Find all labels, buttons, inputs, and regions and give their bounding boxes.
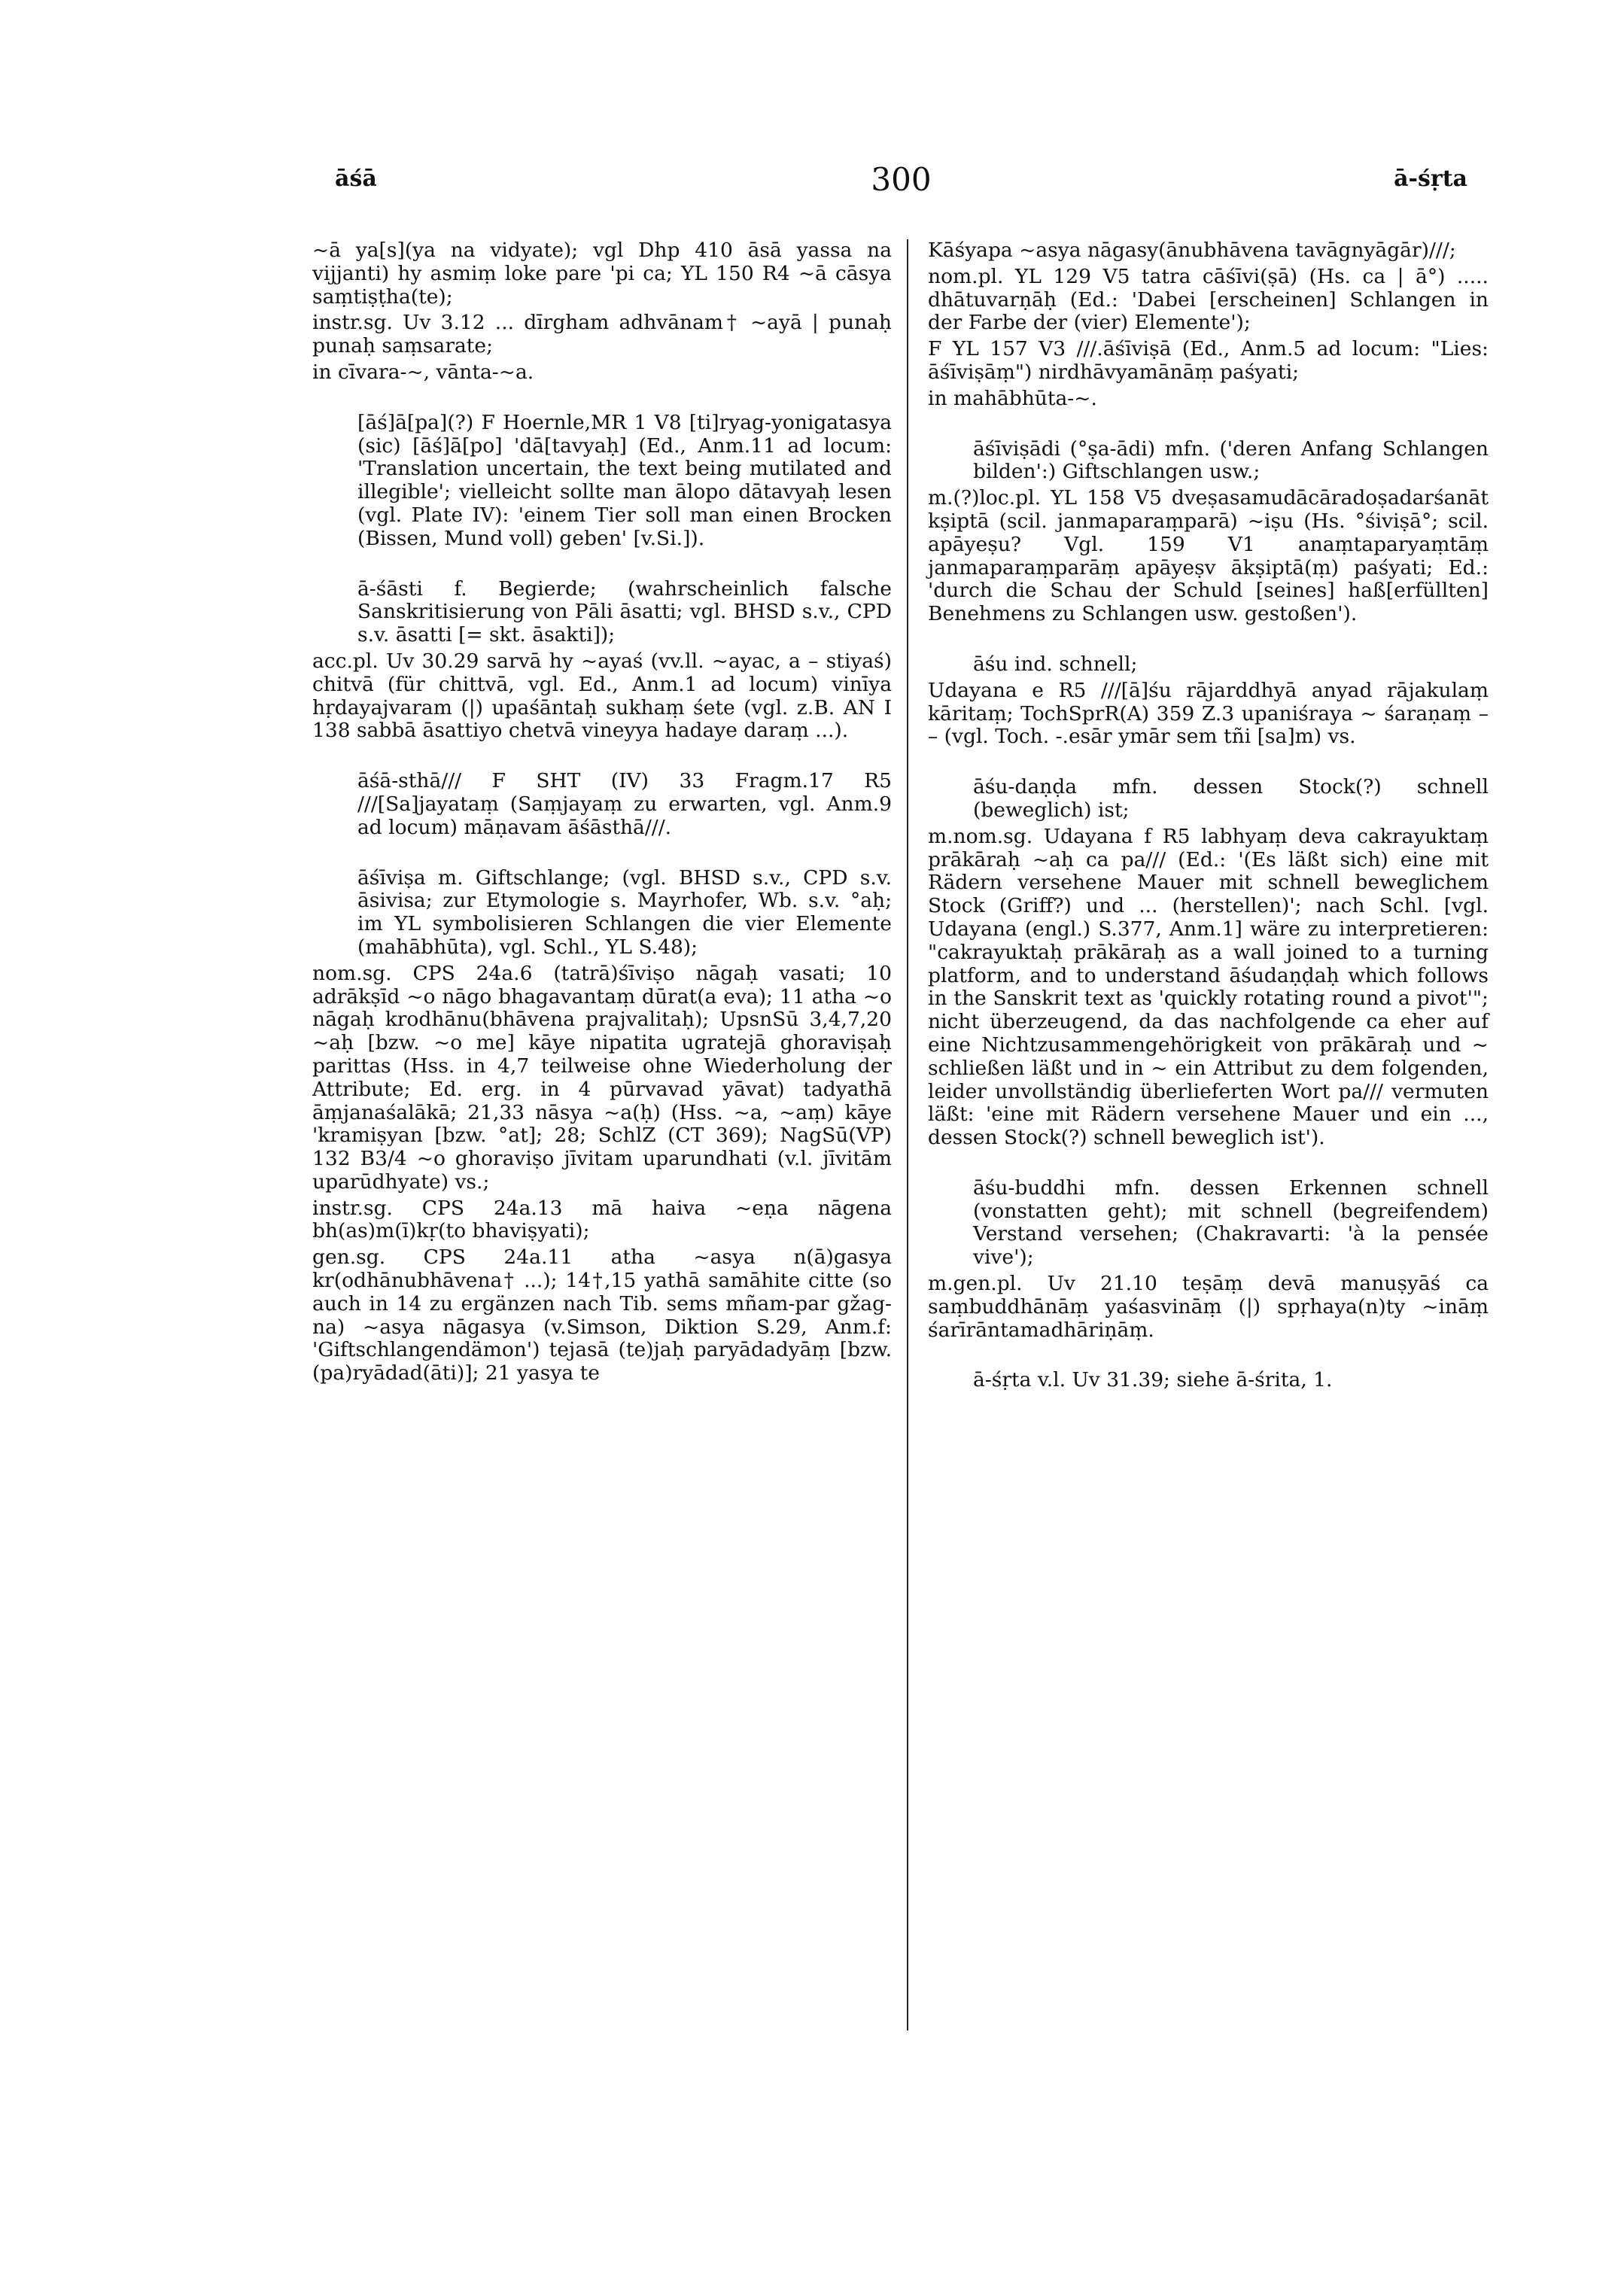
entry-text: ā-śāsti f. Begierde; (wahrscheinlich falsche Sanskritisierung von Pāli āsatti; vgl. BHSD s.v., CPD s.v. āsatti [= skt. āsakti]); xyxy=(357,576,892,647)
entry-text: ~ā ya[s](ya na vidyate); vgl Dhp 410 āsā yassa na vijjanti) hy asmiṃ loke pare 'pi ca; YL 150 R4 ~ā cāsya saṃtiṣṭha(te); xyxy=(312,239,892,309)
entry-text: acc.pl. Uv 30.29 sarvā hy ~ayaś (vv.ll. ~ayac, a – stiyaś) chitvā (für chittvā, vgl. Ed., Anm.1 ad locum) vinīya hṛdayajvaram (|) upaśāntaḥ sukhaṃ śete (vgl. z.B. AN I 138 sabbā āsattiyo chetvā vineyya hadaye daraṃ ...). xyxy=(312,649,892,743)
entry xyxy=(928,239,1489,411)
page-number: 300 xyxy=(871,161,932,198)
right-column xyxy=(928,239,1489,1419)
entry-text: [āś]ā[pa](?) F Hoernle,MR 1 V8 [ti]ryag-yonigatasya (sic) [āś]ā[po] 'dā[tavyaḥ] (Ed., Anm.11 ad locum: 'Translation uncertain, the text being mutilated and illegible'; vielleicht sollte man ālopo dātavyaḥ lesen (vgl. Plate IV): 'einem Tier soll man einen Brocken (Bissen, Mund voll) geben' [v.Si.]). xyxy=(357,410,892,550)
entry-text: gen.sg. CPS 24a.11 atha ~asya n(ā)gasya kr(odhānubhāvena† ...); 14†,15 yathā samāhite citte (so auch in 14 zu ergänzen nach Tib. sems mñam-par gžag-na) ~asya nāgasya (v.Simson, Diktion S.29, Anm.f: 'Giftschlangendämon') tejasā (te)jaḥ paryādadyāṃ [bzw. (pa)ryādad(āti)]; 21 yasya te xyxy=(312,1245,892,1385)
entry-text: Kāśyapa ~asya nāgasy(ānubhāvena tavāgnyāgār)///; xyxy=(928,239,1456,262)
entry xyxy=(928,1369,1489,1392)
entry-text: āśīviṣādi (°ṣa-ādi) mfn. ('deren Anfang Schlangen bilden':) Giftschlangen usw.; xyxy=(973,436,1489,484)
entry-text: Udayana e R5 ///[ā]śu rājarddhyā anyad rājakulaṃ kāritaṃ; TochSprR(A) 359 Z.3 upaniśraya ~ śaraṇaṃ – – (vgl. Toch. -.esār ymār sem tñi [sa]m) vs. xyxy=(928,678,1489,749)
entry-text: F YL 157 V3 ///.āśīviṣā (Ed., Anm.5 ad locum: "Lies: āśīviṣāṃ") nirdhāvyamānāṃ paśyati; xyxy=(928,337,1489,384)
entry-text: āśu-buddhi mfn. dessen Erkennen schnell (vonstatten geht); mit schnell (begreifendem) Verstand versehen; (Chakravarti: 'à la pensée vive'); xyxy=(973,1175,1489,1270)
entry-text: āśā-sthā/// F SHT (IV) 33 Fragm.17 R5 ///[Sa]jayataṃ (Saṃjayaṃ zu erwarten, vgl. Anm.9 ad locum) māṇavam āśāsthā///. xyxy=(357,769,892,839)
entry-text: āśīviṣa m. Giftschlange; (vgl. BHSD s.v., CPD s.v. āsivisa; zur Etymologie s. Mayrhofer, Wb. s.v. °aḥ; im YL symbolisieren Schlangen die vier Elemente (mahābhūta), vgl. Schl., YL S.48); xyxy=(357,865,892,959)
header-right-keyword: ā-śṛta xyxy=(1394,166,1467,192)
entry-text: āśu-daṇḍa mfn. dessen Stock(?) schnell (beweglich) ist; xyxy=(973,775,1489,822)
entry-text: instr.sg. CPS 24a.13 mā haiva ~eṇa nāgena bh(as)m(ī)kṛ(to bhaviṣyati); xyxy=(312,1196,892,1243)
entry-text: āśu ind. schnell; xyxy=(973,652,1138,676)
entry xyxy=(312,239,892,385)
entry-text: instr.sg. Uv 3.12 ... dīrgham adhvānam† ~ayā | punaḥ punaḥ saṃsarate; xyxy=(312,311,892,358)
entry-text: nom.sg. CPS 24a.6 (tatrā)śīviṣo nāgaḥ vasati; 10 adrākṣīd ~o nāgo bhagavantaṃ dūrat(a eva); 11 atha ~o nāgaḥ krodhānu(bhāvena prajvalitaḥ); UpsnSū 3,4,7,20 ~aḥ [bzw. ~o me] kāye nipatita ugratejā ghoraviṣaḥ parittas (Hss. in 4,7 teilweise ohne Wiederholung der Attribute; Ed. erg. in 4 pūrvavad yāvat) tadyathā āṃjanaśalākā; 21,33 nāsya ~a(ḥ) (Hss. ~a, ~aṃ) kāye 'kramiṣyan [bzw. °at]; 28; SchlZ (CT 369); NagSū(VP) 132 B3/4 ~o ghoraviṣo jīvitam uparundhati (v.l. jīvitām uparūdhyate) vs.; xyxy=(312,961,892,1194)
entry xyxy=(312,412,892,551)
entry xyxy=(928,653,1489,749)
column-divider xyxy=(907,239,908,2030)
header-left-keyword: āśā xyxy=(335,166,377,192)
entry xyxy=(928,776,1489,1150)
entry-text: ā-śṛta v.l. Uv 31.39; siehe ā-śrita, 1. xyxy=(973,1368,1333,1392)
entry-text: m.nom.sg. Udayana f R5 labhyaṃ deva cakrayuktaṃ prākāraḥ ~aḥ ca pa/// (Ed.: '(Es läßt sich) eine mit Rädern versehene Mauer mit schnell beweglichem Stock (Griff?) und ... (herstellen)'; nach Schl. [vgl. Udayana (engl.) S.377, Anm.1] wäre zu interpretieren: "cakrayuktaḥ prākāraḥ as a wall joined to a turning platform, and to understand āśudaṇḍaḥ which follows in the Sanskrit text as 'quickly rotating round a pivot'"; nicht überzeugend, da das nachfolgende ca eher auf eine Nichtzusammengehörigkeit von prākāraḥ und ~ schließen läßt und in ~ ein Attribut zu dem folgenden, leider unvollständig überlieferten Wort pa/// vermuten läßt: 'eine mit Rädern versehene Mauer und ein ..., dessen Stock(?) schnell beweglich ist'). xyxy=(928,824,1489,1150)
page-header xyxy=(335,161,1467,211)
entry-text: in mahābhūta-~. xyxy=(928,386,1097,410)
left-column xyxy=(312,239,892,1413)
entry xyxy=(928,1177,1489,1343)
entry-text: m.gen.pl. Uv 21.10 teṣāṃ devā manuṣyāś ca saṃbuddhānāṃ yaśasvināṃ (|) spṛhaya(n)ty ~ināṃ śarīrāntamadhāriṇāṃ. xyxy=(928,1272,1489,1342)
entry-text: m.(?)loc.pl. YL 158 V5 dveṣasamudācāradoṣadarśanāt kṣiptā (scil. janmaparaṃparā) ~iṣu (Hs. °śiviṣā°; scil. apāyeṣu? Vgl. 159 V1 anaṃtaparyaṃtāṃ janmaparaṃparāṃ apāyeṣv ākṣiptā(ṃ) paśyati; Ed.: 'durch die Schau der Schuld [seines] haß[erfüllten] Benehmens zu Schlangen usw. gestoßen'). xyxy=(928,486,1489,626)
entry-text: in cīvara-~, vānta-~a. xyxy=(312,360,534,384)
entry xyxy=(312,867,892,1386)
entry-text: nom.pl. YL 129 V5 tatra cāśīvi(ṣā) (Hs. ca | ā°) ..... dhātuvarṇāḥ (Ed.: 'Dabei [erscheinen] Schlangen in der Farbe der (vier) Elemente'); xyxy=(928,264,1489,335)
entry xyxy=(928,438,1489,626)
entry xyxy=(312,770,892,839)
entry xyxy=(312,578,892,744)
